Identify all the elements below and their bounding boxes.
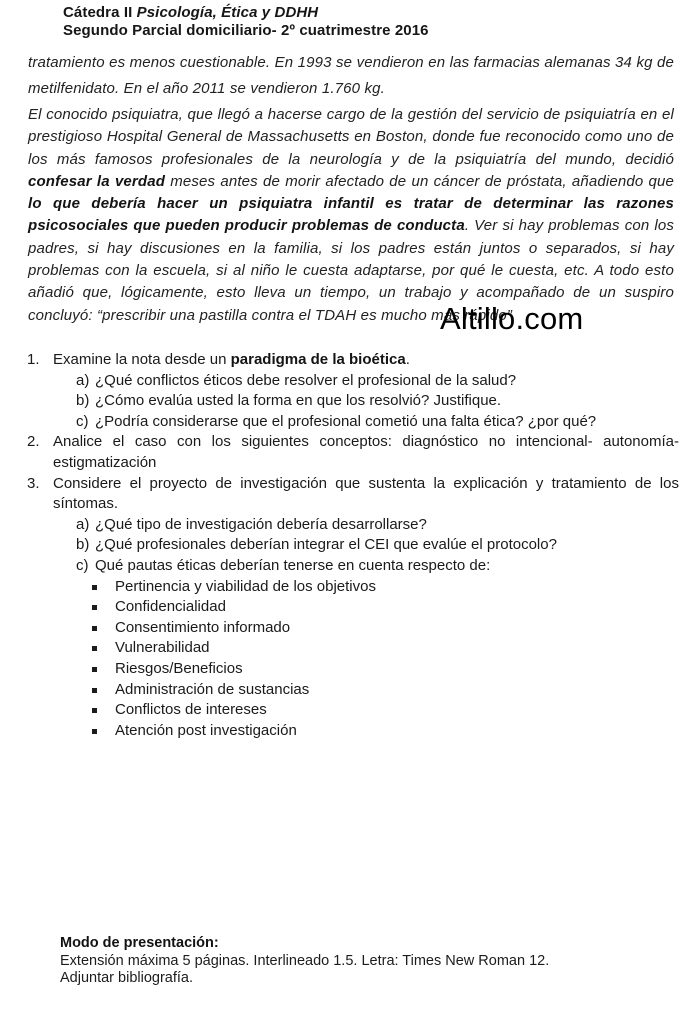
question-1-number: 1. xyxy=(27,351,40,368)
case-seg2-bold: confesar la verdad xyxy=(28,172,166,190)
question-3-text: Considere el proyecto de investigación que sustenta la explicación y tratamiento de los síntomas. xyxy=(53,474,679,513)
case-paragraph xyxy=(28,104,674,327)
square-bullet-icon xyxy=(92,577,115,598)
bullet-text: Confidencialidad xyxy=(115,598,226,616)
bullet-item xyxy=(92,659,679,680)
presentation-line-2: Adjuntar bibliografía. xyxy=(60,970,193,986)
bullet-item xyxy=(92,700,679,721)
bullet-text: Vulnerabilidad xyxy=(115,639,210,657)
question-1-pre: Examine la nota desde un xyxy=(53,351,231,368)
bullet-text: Consentimiento informado xyxy=(115,618,291,636)
question-1-post: . xyxy=(405,351,410,368)
bullet-text: Administración de sustancias xyxy=(115,680,310,698)
sub-text: ¿Qué tipo de investigación debería desarrollarse? xyxy=(95,515,427,533)
square-bullet-icon xyxy=(92,618,115,639)
presentation-title: Modo de presentación: xyxy=(60,935,219,951)
case-seg4-bold: lo que debería hacer un psiquiatra infantil es tratar de determinar las razones psicosociales que pueden producir problemas de conducta xyxy=(28,195,674,235)
question-2-text: Analice el caso con los siguientes conceptos: diagnóstico no intencional- autonomía-estigmatización xyxy=(53,433,679,471)
question-1-sub-c xyxy=(76,412,679,433)
sub-letter: b) xyxy=(76,536,90,554)
question-3-sub-b xyxy=(76,535,679,556)
sub-letter: c) xyxy=(76,412,89,430)
sub-text: ¿Cómo evalúa usted la forma en que los resolvió? Justifique. xyxy=(95,392,502,410)
sub-text: ¿Qué conflictos éticos debe resolver el profesional de la salud? xyxy=(95,371,517,389)
subject-title: Psicología, Ética y DDHH xyxy=(136,4,319,21)
question-1-sub-a xyxy=(76,371,679,392)
bullet-item xyxy=(92,618,679,639)
questions-list xyxy=(27,350,679,741)
question-1-text xyxy=(53,350,679,371)
sub-letter: b) xyxy=(76,392,90,410)
sub-letter: a) xyxy=(76,515,90,533)
bullet-item xyxy=(92,721,679,742)
square-bullet-icon xyxy=(92,638,115,659)
bullet-text: Conflictos de intereses xyxy=(115,701,267,719)
square-bullet-icon xyxy=(92,700,115,721)
question-3-sub-c xyxy=(76,556,679,577)
square-bullet-icon xyxy=(92,721,115,742)
question-3-sub-a xyxy=(76,515,679,536)
case-seg1: El conocido psiquiatra, que llegó a hacerse cargo de la gestión del servicio de psiquiatría en el prestigioso Hospital General de Massachusetts en Boston, donde fue reconocido como uno de los más famosos profesionales de la neurología y de la psiquiatría del mundo, decidió xyxy=(28,106,674,168)
question-1 xyxy=(27,350,679,371)
square-bullet-icon xyxy=(92,680,115,701)
question-3-number: 3. xyxy=(27,474,40,492)
bullet-item xyxy=(92,577,679,598)
bullet-text: Atención post investigación xyxy=(115,721,297,739)
bullet-text: Riesgos/Beneficios xyxy=(115,659,243,677)
altillo-watermark: Altillo.com xyxy=(440,301,584,336)
bullet-item xyxy=(92,638,679,659)
presentation-line-1: Extensión máxima 5 páginas. Interlineado 1.5. Letra: Times New Roman 12. xyxy=(60,952,550,969)
case-seg3: meses antes de morir afectado de un cáncer de próstata, añadiendo que xyxy=(165,172,674,190)
question-1-sub-b xyxy=(76,391,679,412)
sub-text: ¿Podría considerarse que el profesional cometió una falta ética? ¿por qué? xyxy=(95,412,597,430)
sub-text: ¿Qué profesionales deberían integrar el CEI que evalúe el protocolo? xyxy=(95,536,557,554)
sub-text: Qué pautas éticas deberían tenerse en cuenta respecto de: xyxy=(95,556,491,574)
sub-letter: c) xyxy=(76,556,89,574)
header-catedra-line xyxy=(63,4,429,22)
intro-paragraph: tratamiento es menos cuestionable. En 1993 se vendieron en las farmacias alemanas 34 kg de metilfenidato. En el año 2011 se vendieron 1.760 kg. xyxy=(28,54,674,97)
bullet-item xyxy=(92,680,679,701)
bullet-text: Pertinencia y viabilidad de los objetivos xyxy=(115,577,376,595)
catedra-prefix: Cátedra II xyxy=(63,4,137,21)
question-2 xyxy=(27,432,679,473)
square-bullet-icon xyxy=(92,659,115,680)
presentation-section xyxy=(60,935,549,988)
case-seg5: . Ver si hay problemas con los padres, si hay discusiones en la familia, si los padres están juntos o separados, si hay problemas con la escuela, si al niño le cuesta adaptarse, por qué le cuesta, etc. A todo esto añadió que, lógicamente, esto lleva un tiempo, un trabajo y acompañado de un suspiro concluyó: “prescribir una pastilla contra el TDAH es mucho más rápido” xyxy=(28,217,675,324)
sub-letter: a) xyxy=(76,371,90,389)
document-header xyxy=(63,4,429,40)
question-2-number: 2. xyxy=(27,433,40,451)
bullet-item xyxy=(92,597,679,618)
square-bullet-icon xyxy=(92,597,115,618)
question-3 xyxy=(27,474,679,515)
question-1-bold: paradigma de la bioética xyxy=(230,351,406,368)
header-parcial-line: Segundo Parcial domiciliario- 2º cuatrimestre 2016 xyxy=(63,22,429,39)
